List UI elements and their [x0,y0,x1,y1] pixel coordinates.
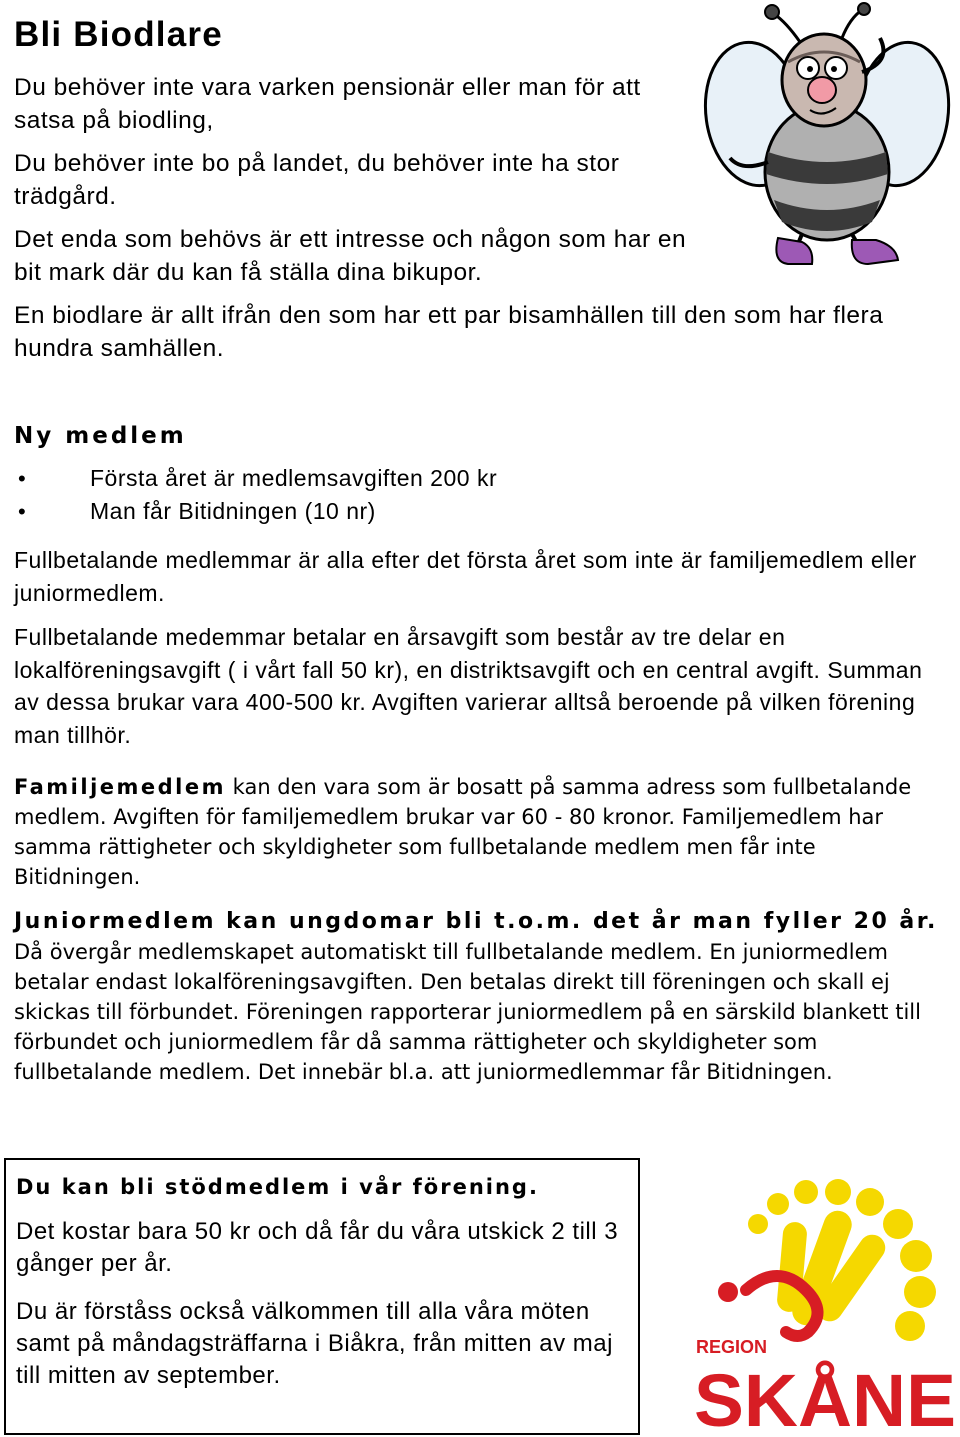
list-item-text: Man får Bitidningen (10 nr) [90,498,376,524]
intro-section [14,72,884,365]
bullet-icon: • [18,499,27,524]
support-member-text-1: Det kostar bara 50 kr och då får du våra utskick 2 till 3 gånger per år. [16,1218,619,1277]
junior-member-text: Då övergår medlemskapet automatiskt till fullbetalande medlem. En juniormedlem betalar endast lokalföreningsavgiften. Den betalas direkt till föreningen och skall ej skickas till förbundet. Föreningen rapporterar juniormedlem på en särskild blankett till förbundet och juniormedlem får då samma rättigheter och skyldigheter som fullbetalande medlem. Det innebär bl.a. att juniormedlemmar får Bitidningen. [14,940,921,1084]
intro-paragraph-3: Det enda som behövs är ett intresse och någon som har en bit mark där du kan få ställa dina bikupor. [14,226,687,286]
list-item [14,495,497,528]
list-item [14,462,497,495]
support-member-text-2: Du är förståss också välkommen till alla våra möten samt på måndagsträffarna i Biåkra, från mitten av maj till mitten av september. [16,1298,613,1389]
logo-skane-text: SKÅNE [694,1359,956,1437]
junior-member-section [14,906,944,1087]
intro-paragraph-2: Du behöver inte bo på landet, du behöver inte ha stor trädgård. [14,150,620,210]
full-members-paragraph-2: Fullbetalande medemmar betalar en årsavgift som består av tre delar en lokalföreningsavgift ( i vårt fall 50 kr), en distriktsavgift och en central avgift. Summan av dessa brukar vara 400-500 kr. Avgiften varierar alltså beroende på vilken förening man tillhör. [14,624,923,748]
new-member-list [14,462,497,528]
support-member-heading: Du kan bli stödmedlem i vår förening. [16,1175,539,1199]
support-member-box [4,1158,640,1435]
list-item-text: Första året är medlemsavgiften 200 kr [90,465,498,491]
family-member-lead: Familjemedlem [14,775,226,799]
family-member-section [14,772,944,892]
junior-member-lead: Juniormedlem kan ungdomar bli t.o.m. det år man fyller 20 år. [14,909,938,934]
page-title: Bli Biodlare [14,15,223,54]
logo-region-text: REGION [696,1337,768,1357]
full-members-paragraph-1: Fullbetalande medlemmar är alla efter det första året som inte är familjemedlem eller juniormedlem. [14,547,917,606]
region-skane-logo [688,1172,960,1437]
cartoon-bee-icon [702,2,952,274]
family-member-text: kan den vara som är bosatt på samma adress som fullbetalande medlem. Avgiften för familjemedlem brukar var 60 - 80 kronor. Familjemedlem har samma rättigheter och skyldigheter som fullbetalande medlem men får inte Bitidningen. [14,775,912,889]
full-members-section [14,544,944,751]
intro-paragraph-4: En biodlare är allt ifrån den som har ett par bisamhällen till den som har flera hundra samhällen. [14,302,884,362]
intro-paragraph-1: Du behöver inte vara varken pensionär eller man för att satsa på biodling, [14,74,641,134]
new-member-heading: Ny medlem [14,423,187,449]
bullet-icon: • [18,466,27,491]
